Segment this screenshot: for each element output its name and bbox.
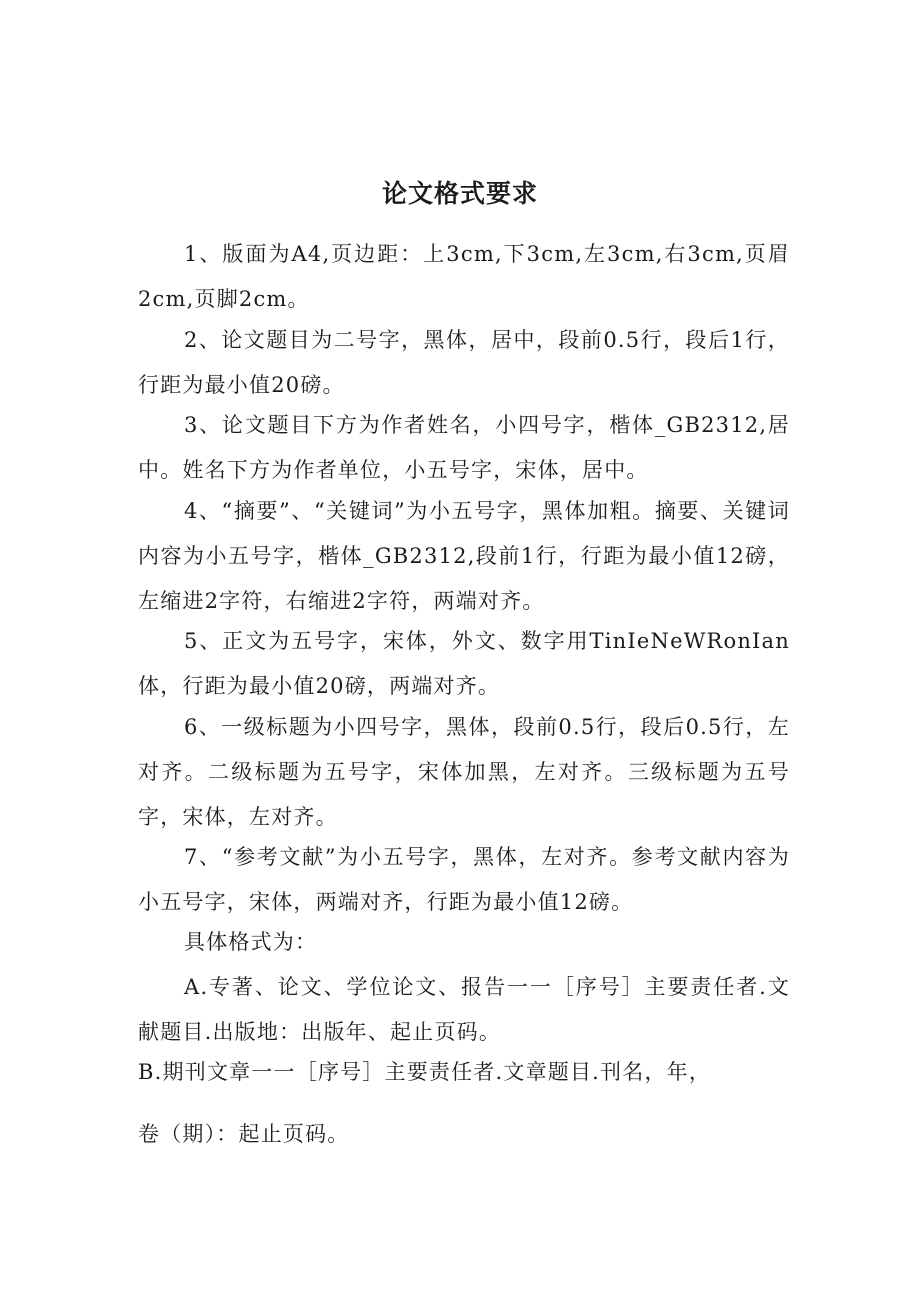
paragraph-abstract-format: 4、“摘要”、“关键词”为小五号字，黑体加粗。摘要、关键词内容为小五号字，楷体_GB2312,段前1行，行距为最小值12磅，左缩进2字符，右缩进2字符，两端对齐。 <box>138 499 790 613</box>
paragraph-format-b-journal-cont: 卷（期）：起止页码。 <box>138 1122 350 1146</box>
paragraph-format-a-monograph: A.专著、论文、学位论文、报告一一［序号］主要责任者.文献题目.出版地：出版年、起止页码。 <box>138 975 790 1044</box>
paragraph-heading-format: 6、一级标题为小四号字，黑体，段前0.5行，段后0.5行，左对齐。二级标题为五号字，宋体加黑，左对齐。三级标题为五号字，宋体，左对齐。 <box>138 715 790 829</box>
paragraph-format-b-journal: B.期刊文章一一［序号］主要责任者.文章题目.刊名，年， <box>138 1060 712 1084</box>
paragraph-specific-format-intro: 具体格式为： <box>184 930 318 954</box>
paragraph-body-format: 5、正文为五号字，宋体，外文、数字用TinIeNeWRonIan体，行距为最小值20磅，两端对齐。 <box>138 629 790 698</box>
paragraph-references-format: 7、“参考文献”为小五号字，黑体，左对齐。参考文献内容为小五号字，宋体，两端对齐，行距为最小值12磅。 <box>138 845 790 914</box>
paragraph-title-format: 2、论文题目为二号字，黑体，居中，段前0.5行，段后1行，行距为最小值20磅。 <box>138 328 790 397</box>
paragraph-page-layout: 1、版面为A4,页边距：上3cm,下3cm,左3cm,右3cm,页眉2cm,页脚2cm。 <box>138 242 790 311</box>
document-title: 论文格式要求 <box>381 179 538 208</box>
paragraph-author-format: 3、论文题目下方为作者姓名，小四号字，楷体_GB2312,居中。姓名下方为作者单位，小五号字，宋体，居中。 <box>138 413 790 482</box>
